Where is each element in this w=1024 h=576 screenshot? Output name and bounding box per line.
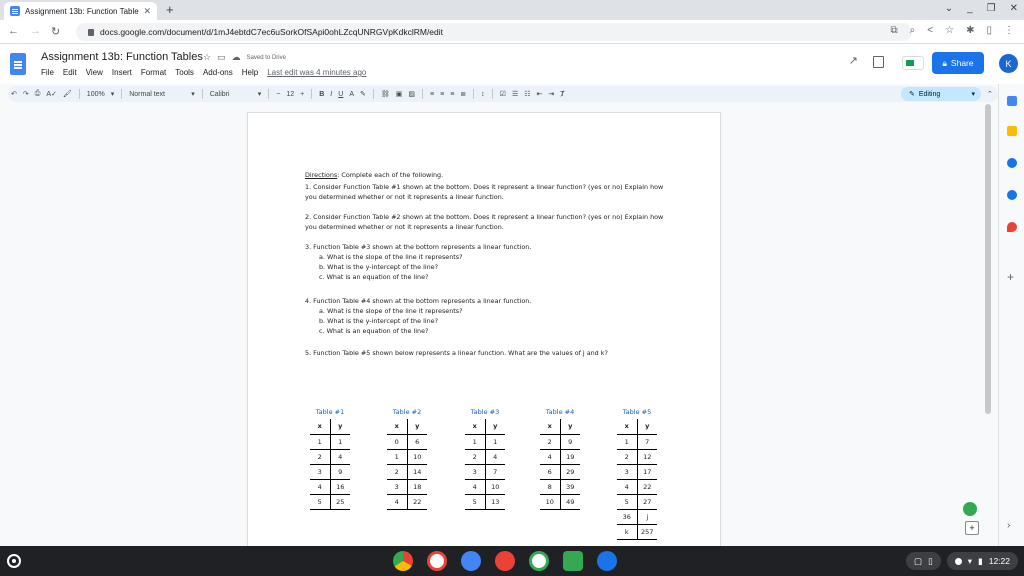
table-row (617, 419, 657, 434)
function-table-3 (459, 408, 511, 510)
table-cell: y (485, 419, 505, 434)
address-bar-row (0, 20, 1024, 44)
download-icon: ▯ (928, 555, 933, 566)
close-tab-icon[interactable]: ✕ (143, 5, 151, 16)
table-row (310, 419, 350, 510)
table-cell: 1 (465, 434, 485, 449)
docs-favicon-icon (10, 6, 20, 16)
move-folder-icon[interactable]: ▭ (217, 52, 226, 62)
table-row (465, 479, 505, 494)
function-table-1 (304, 408, 356, 510)
table-cell: x (310, 419, 330, 434)
header-actions (764, 52, 1024, 76)
table-cell: 0 (387, 434, 407, 449)
table-row (540, 419, 580, 434)
meet-icon[interactable] (902, 56, 924, 70)
battery-icon: ▮ (978, 555, 983, 566)
menu-insert[interactable]: Insert (111, 68, 132, 77)
document-title[interactable]: Assignment 13b: Function Tables (41, 51, 203, 63)
activity-dashboard-icon[interactable]: ↗ (848, 55, 858, 67)
menu-addons[interactable]: Add-ons (202, 68, 233, 77)
docs-logo-icon[interactable] (10, 53, 26, 75)
table-cell: 3 (465, 464, 485, 479)
table-row (617, 449, 657, 464)
share-page-icon[interactable]: < (927, 25, 934, 36)
lock-icon (88, 29, 94, 36)
bookmark-star-icon[interactable]: ☆ (945, 25, 955, 36)
table-cell: 1 (387, 449, 407, 464)
get-addons-icon[interactable]: + (1007, 270, 1015, 284)
decrease-font-icon[interactable]: − (276, 90, 281, 98)
table-cell: 14 (407, 464, 427, 479)
checklist-icon[interactable]: ☑ (499, 91, 506, 98)
table-cell: x (387, 419, 407, 434)
table-cell: 10 (540, 494, 560, 509)
toolbar-divider (79, 89, 80, 99)
spellcheck-icon[interactable]: A✓ (46, 91, 57, 98)
table-cell: x (465, 419, 485, 434)
table-row (540, 449, 580, 464)
bold-icon[interactable]: B (319, 90, 325, 98)
chromeos-shelf (0, 546, 1024, 576)
browser-action-icons (891, 25, 1014, 36)
collapse-menus-icon[interactable]: ⌃ (987, 91, 993, 98)
directions-label: Directions (305, 171, 338, 179)
table-cell: 1 (310, 434, 330, 449)
table-cell: 36 (617, 509, 637, 524)
menu-tools[interactable]: Tools (175, 68, 194, 77)
table-row (465, 419, 505, 434)
table-caption: Table #4 (545, 408, 575, 416)
table-caption: Table #3 (470, 408, 500, 416)
url-text: docs.google.com/document/d/1mJ4ebtdC7ec6uSorkOfSApi0ohLZcqUNRGVpKdkclRM/edit (100, 27, 444, 37)
increase-indent-icon[interactable]: ⇥ (548, 91, 555, 98)
align-right-icon[interactable]: ≡ (450, 90, 455, 98)
table-cell: 4 (485, 449, 505, 464)
print-icon[interactable]: ⎙ (34, 90, 41, 97)
browser-menu-icon[interactable]: ⋮ (1004, 25, 1014, 36)
image-icon[interactable]: ▨ (408, 91, 415, 98)
chrome-icon[interactable] (393, 551, 413, 571)
title-icons (203, 52, 286, 63)
table-cell: 6 (407, 434, 427, 449)
gmail-icon[interactable] (427, 551, 447, 571)
table-row (387, 464, 427, 479)
table-row (387, 419, 427, 510)
table-cell: 5 (617, 494, 637, 509)
table-cell: 10 (407, 449, 427, 464)
table-cell: 1 (330, 434, 350, 449)
table-row (465, 419, 505, 510)
close-window-icon[interactable]: ✕ (1009, 3, 1018, 14)
table-cell: 3 (617, 464, 637, 479)
table-cell: 4 (330, 449, 350, 464)
table-row (310, 464, 350, 479)
clear-formatting-icon[interactable]: Ⱦ (560, 90, 565, 98)
table-row (387, 449, 427, 464)
share-label: Share (950, 58, 974, 68)
table-cell: 2 (465, 449, 485, 464)
directions-text: : Complete each of the following. (337, 171, 444, 179)
browser-tab[interactable] (4, 2, 157, 20)
editing-mode-label: Editing (918, 90, 941, 98)
table-cell: 3 (387, 479, 407, 494)
comment-icon[interactable]: ▣ (395, 91, 403, 98)
toolbar-divider (422, 89, 423, 99)
launcher-icon[interactable] (7, 554, 21, 568)
italic-icon[interactable]: I (330, 90, 333, 98)
function-table-5 (611, 408, 663, 540)
files-icon[interactable] (597, 551, 617, 571)
comment-history-icon[interactable] (873, 56, 884, 68)
question-4c: c. What is an equation of the line? (319, 327, 429, 335)
table-cell: 2 (540, 434, 560, 449)
table-cell: 18 (407, 479, 427, 494)
table-row (617, 419, 657, 540)
status-tray (906, 552, 1018, 570)
reload-icon[interactable]: ↻ (51, 26, 61, 38)
table-caption: Table #1 (315, 408, 345, 416)
restore-icon[interactable]: ❐ (986, 3, 996, 14)
table-row (465, 434, 505, 449)
text-color-icon[interactable]: A (349, 90, 354, 98)
table-row (465, 494, 505, 509)
toolbar-divider (473, 89, 474, 99)
table-row (310, 419, 350, 434)
chevron-down-icon: ▾ (191, 91, 195, 98)
side-panel-icon[interactable]: ▯ (986, 25, 992, 36)
align-left-icon[interactable]: ≡ (430, 90, 435, 98)
font-size-field[interactable]: 12 (286, 90, 295, 98)
table-cell: 19 (560, 449, 580, 464)
question-3c: c. What is an equation of the line? (319, 273, 429, 281)
docs-header (0, 44, 1024, 84)
table-cell: 3 (310, 464, 330, 479)
table-cell: 29 (560, 464, 580, 479)
table-cell: 4 (465, 479, 485, 494)
question-2: 2. Consider Function Table #2 shown at the bottom. Does it represent a linear function? (yes or no) Explain how you determined whether or not it represents a linear function. (305, 213, 664, 231)
table-cell: 1 (617, 434, 637, 449)
zoom-icon[interactable]: ⌕ (909, 25, 916, 36)
pencil-icon: ✎ (909, 91, 915, 98)
table-row (617, 479, 657, 494)
table-caption: Table #2 (392, 408, 422, 416)
justify-icon[interactable]: ≣ (460, 91, 467, 98)
pinned-apps (393, 551, 617, 571)
question-1: 1. Consider Function Table #1 shown at the bottom. Does it represent a linear function? (yes or no) Explain how you determined whether or not it represents a linear function. (305, 183, 664, 201)
clock-time: 12:22 (988, 556, 1010, 566)
table-cell: 1 (485, 434, 505, 449)
table-row (387, 494, 427, 509)
menu-edit[interactable]: Edit (62, 68, 77, 77)
zoom-select[interactable]: 100% (86, 90, 105, 98)
avatar[interactable]: K (999, 54, 1018, 73)
table-caption: Table #5 (622, 408, 652, 416)
table-cell: 8 (540, 479, 560, 494)
highlight-icon[interactable]: ✎ (359, 91, 366, 98)
menu-view[interactable]: View (85, 68, 103, 77)
share-button[interactable] (932, 52, 984, 74)
question-3a: a. What is the slope of the line it represents? (319, 253, 463, 261)
menu-bar (41, 68, 366, 77)
new-tab-icon[interactable]: + (166, 2, 174, 17)
table-row (540, 494, 580, 509)
table-row (617, 464, 657, 479)
style-select[interactable]: Normal text (129, 90, 166, 98)
underline-icon[interactable]: U (338, 90, 344, 98)
calendar-icon[interactable] (1007, 96, 1017, 106)
question-3b: b. What is the y-intercept of the line? (319, 263, 438, 271)
side-panel (998, 84, 1024, 546)
table-cell: 39 (560, 479, 580, 494)
table-cell: 4 (540, 449, 560, 464)
star-icon[interactable]: ☆ (203, 52, 212, 62)
table-cell: 9 (330, 464, 350, 479)
table-cell: 2 (617, 449, 637, 464)
bulleted-list-icon[interactable]: ☰ (511, 91, 519, 98)
question-5: 5. Function Table #5 shown below represents a linear function. What are the values of j and k? (305, 349, 608, 357)
contacts-icon[interactable] (1007, 190, 1017, 200)
keep-icon[interactable] (1007, 126, 1017, 136)
saved-status: Saved to Drive (246, 54, 286, 61)
editing-mode-select[interactable] (901, 87, 981, 101)
minimize-icon[interactable]: _ (967, 3, 973, 14)
cloud-saved-icon: ☁ (231, 52, 241, 62)
toolbar-divider (373, 89, 374, 99)
table-row (387, 434, 427, 449)
table-cell: k (617, 524, 637, 539)
table-cell: x (540, 419, 560, 434)
grammar-assistant-icon[interactable] (963, 502, 977, 516)
table-row (465, 464, 505, 479)
lock-icon: 🔒︎ (942, 57, 947, 68)
decrease-indent-icon[interactable]: ⇤ (536, 91, 543, 98)
forward-icon[interactable]: → (30, 25, 41, 37)
paint-format-icon[interactable]: 🖌︎ (62, 91, 72, 98)
question-3: 3. Function Table #3 shown at the bottom represents a linear function. (305, 243, 532, 251)
screenshot-icon: ▢ (914, 555, 923, 566)
line-spacing-icon[interactable]: ↕ (481, 90, 485, 98)
table-cell: 25 (330, 494, 350, 509)
table-row (387, 419, 427, 434)
toolbar-divider (268, 89, 269, 99)
table-cell: y (407, 419, 427, 434)
table-row (310, 494, 350, 509)
link-icon[interactable]: ⛓ (380, 91, 390, 98)
table-cell: 4 (310, 479, 330, 494)
explore-icon[interactable]: + (965, 521, 979, 535)
vertical-scrollbar[interactable] (985, 104, 991, 414)
youtube-icon[interactable] (495, 551, 515, 571)
open-in-app-icon[interactable]: ⧉ (890, 25, 898, 36)
table-row (310, 449, 350, 464)
table-cell: 22 (407, 494, 427, 509)
table-cell: j (637, 509, 657, 524)
table-row (465, 449, 505, 464)
table-cell: 10 (485, 479, 505, 494)
table-row (617, 434, 657, 449)
holding-space-button[interactable] (906, 552, 941, 570)
table-cell: 4 (617, 479, 637, 494)
classroom-icon[interactable] (563, 551, 583, 571)
notification-icon (955, 558, 962, 565)
table-row (540, 479, 580, 494)
font-select[interactable]: Calibri (209, 90, 230, 98)
maps-icon[interactable] (1007, 222, 1017, 232)
tab-title: Assignment 13b: Function Table (25, 6, 139, 16)
table-row (540, 434, 580, 449)
table-cell: 2 (310, 449, 330, 464)
tab-search-icon[interactable]: ⌄ (944, 3, 954, 14)
table-cell: 257 (637, 524, 657, 539)
table-row (310, 434, 350, 449)
question-4a: a. What is the slope of the line it represents? (319, 307, 463, 315)
toolbar-divider (311, 89, 312, 99)
numbered-list-icon[interactable]: ☷ (524, 91, 531, 98)
table-row (387, 479, 427, 494)
table-cell: 16 (330, 479, 350, 494)
toolbar-divider (492, 89, 493, 99)
chevron-down-icon: ▾ (110, 91, 115, 98)
function-table-4 (534, 408, 586, 510)
table-row (617, 524, 657, 539)
browser-tab-strip (0, 0, 1024, 20)
question-4b: b. What is the y-intercept of the line? (319, 317, 438, 325)
table-cell: 22 (637, 479, 657, 494)
window-controls (945, 3, 1018, 14)
extensions-icon[interactable]: ✱ (966, 25, 975, 36)
table-row (310, 479, 350, 494)
chevron-down-icon: ▾ (257, 91, 262, 98)
table-cell: 7 (637, 434, 657, 449)
tasks-icon[interactable] (1007, 158, 1017, 168)
table-cell: 12 (637, 449, 657, 464)
system-tray-button[interactable] (947, 552, 1018, 570)
redo-icon[interactable]: ↷ (22, 91, 29, 98)
table-cell: 49 (560, 494, 580, 509)
table-cell: 9 (560, 434, 580, 449)
chevron-down-icon: ▾ (971, 91, 975, 98)
table-cell: 5 (310, 494, 330, 509)
table-row (540, 464, 580, 479)
document-body[interactable] (305, 170, 675, 358)
table-cell: 27 (637, 494, 657, 509)
url-field[interactable] (76, 23, 912, 41)
wifi-icon: ▾ (967, 555, 973, 566)
table-cell: 13 (485, 494, 505, 509)
play-store-icon[interactable] (529, 551, 549, 571)
table-cell: 17 (637, 464, 657, 479)
increase-font-icon[interactable]: + (300, 90, 305, 98)
toolbar-divider (121, 89, 122, 99)
table-cell: 2 (387, 464, 407, 479)
question-4: 4. Function Table #4 shown at the bottom represents a linear function. (305, 297, 532, 305)
expand-panel-icon[interactable]: › (1007, 520, 1011, 531)
menu-format[interactable]: Format (140, 68, 167, 77)
table-cell: 5 (465, 494, 485, 509)
menu-file[interactable]: File (41, 68, 54, 77)
formatting-toolbar (8, 86, 998, 102)
table-cell: y (560, 419, 580, 434)
align-center-icon[interactable]: ≡ (440, 90, 445, 98)
undo-icon[interactable]: ↶ (11, 91, 17, 98)
table-cell: x (617, 419, 637, 434)
table-cell: 6 (540, 464, 560, 479)
table-cell: 4 (387, 494, 407, 509)
back-icon[interactable]: ← (8, 25, 19, 37)
function-table-2 (381, 408, 433, 510)
docs-app-icon[interactable] (461, 551, 481, 571)
table-row (540, 419, 580, 510)
table-cell: 7 (485, 464, 505, 479)
table-cell: y (330, 419, 350, 434)
menu-help[interactable]: Help (241, 68, 259, 77)
last-edit-link[interactable]: Last edit was 4 minutes ago (267, 68, 367, 77)
table-row (617, 509, 657, 524)
table-cell: y (637, 419, 657, 434)
toolbar-divider (202, 89, 203, 99)
table-row (617, 494, 657, 509)
